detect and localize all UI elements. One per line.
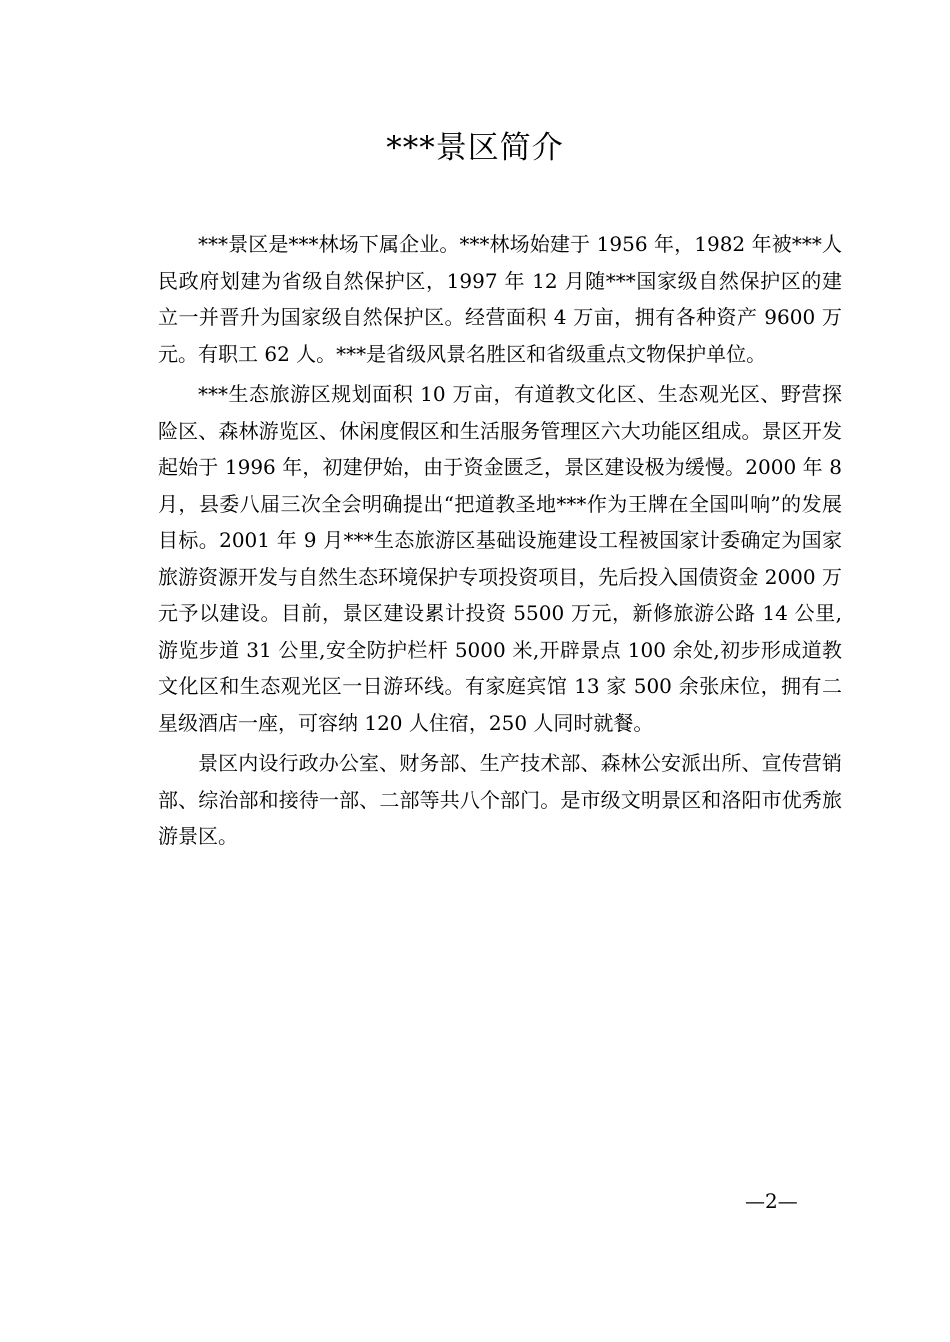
paragraph-departments: 景区内设行政办公室、财务部、生产技术部、森林公安派出所、宣传营销部、综治部和接待一部、二部等共八个部门。是市级文明景区和洛阳市优秀旅游景区。 (158, 751, 842, 848)
document-body (158, 226, 842, 859)
page-number: —2— (745, 1189, 798, 1213)
paragraph-development: ***生态旅游区规划面积 10 万亩，有道教文化区、生态观光区、野营探险区、森林游览区、休闲度假区和生活服务管理区六大功能区组成。景区开发起始于 1996 年，初建伊始，由于资金匮乏，景区建设极为缓慢。2000 年 8 月，县委八届三次全会明确提出“把道教圣地***作为王牌在全国叫响”的发展目标。2001 年 9 月***生态旅游区基础设施建设工程被国家计委确定为国家旅游资源开发与自然生态环境保护专项投资项目，先后投入国债资金 2000 万元予以建设。目前，景区建设累计投资 5500 万元，新修旅游公路 14 公里,游览步道 31 公里,安全防护栏杆 5000 米,开辟景点 100 余处,初步形成道教文化区和生态观光区一日游环线。有家庭宾馆 13 家 500 余张床位，拥有二星级酒店一座，可容纳 120 人住宿，250 人同时就餐。 (158, 382, 842, 735)
paragraph-overview: ***景区是***林场下属企业。***林场始建于 1956 年，1982 年被***人民政府划建为省级自然保护区，1997 年 12 月随***国家级自然保护区的建立一并晋升为国家级自然保护区。经营面积 4 万亩，拥有各种资产 9600 万元。有职工 62 人。***是省级风景名胜区和省级重点文物保护单位。 (158, 232, 842, 366)
page-title: ***景区简介 (386, 130, 564, 166)
